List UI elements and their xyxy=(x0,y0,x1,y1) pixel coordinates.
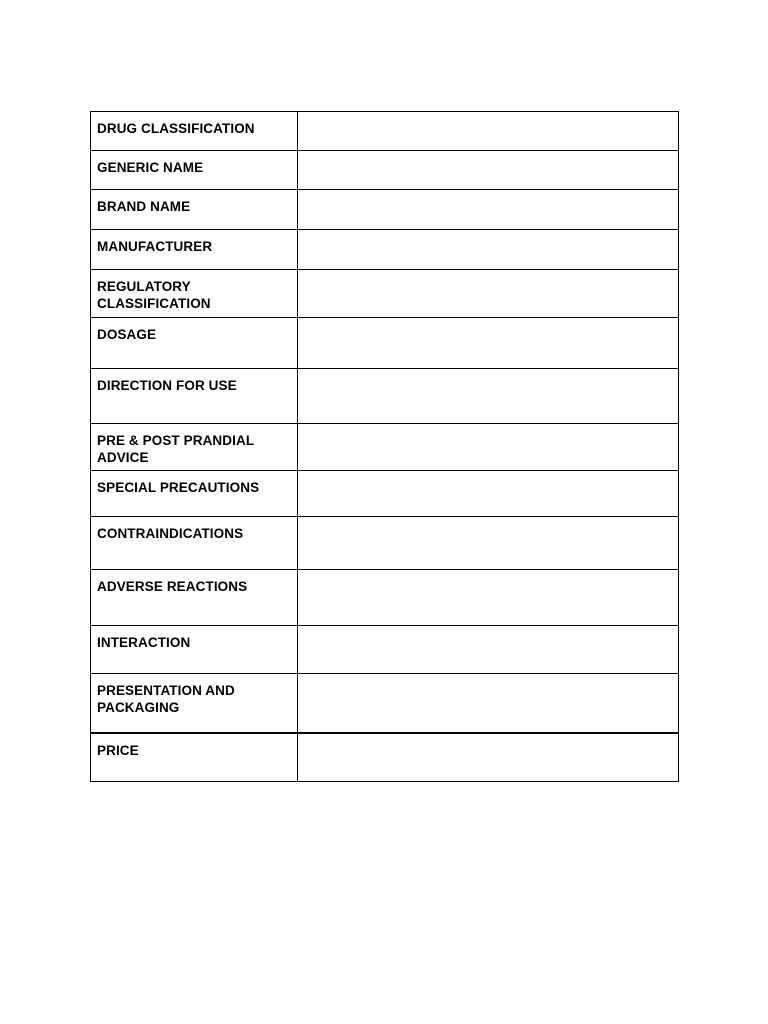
table-row-contraindications xyxy=(91,517,679,570)
row-value-field[interactable] xyxy=(298,626,679,674)
row-value-field[interactable] xyxy=(298,151,679,190)
row-value-field[interactable] xyxy=(298,570,679,626)
row-value-field[interactable] xyxy=(298,112,679,151)
row-label: GENERIC NAME xyxy=(91,151,298,190)
row-value-field[interactable] xyxy=(298,471,679,517)
row-value-field[interactable] xyxy=(298,230,679,270)
table-row-pre-post-prandial-advice xyxy=(91,424,679,471)
table-row-special-precautions xyxy=(91,471,679,517)
row-label: PRESENTATION AND PACKAGING xyxy=(91,674,298,733)
table-row-regulatory-classification xyxy=(91,270,679,318)
row-label: SPECIAL PRECAUTIONS xyxy=(91,471,298,517)
row-label: MANUFACTURER xyxy=(91,230,298,270)
row-label: DIRECTION FOR USE xyxy=(91,369,298,424)
table-row-direction-for-use xyxy=(91,369,679,424)
row-value-field[interactable] xyxy=(298,190,679,230)
table-row-manufacturer xyxy=(91,230,679,270)
table-row-adverse-reactions xyxy=(91,570,679,626)
row-value-field[interactable] xyxy=(298,517,679,570)
row-label: ADVERSE REACTIONS xyxy=(91,570,298,626)
row-value-field[interactable] xyxy=(298,733,679,782)
row-label: INTERACTION xyxy=(91,626,298,674)
row-label: BRAND NAME xyxy=(91,190,298,230)
table-row-interaction xyxy=(91,626,679,674)
drug-information-table xyxy=(90,111,679,782)
table-row-dosage xyxy=(91,318,679,369)
row-label: PRICE xyxy=(91,733,298,782)
row-label: DOSAGE xyxy=(91,318,298,369)
table-row-brand-name xyxy=(91,190,679,230)
row-label: DRUG CLASSIFICATION xyxy=(91,112,298,151)
row-label: PRE & POST PRANDIAL ADVICE xyxy=(91,424,298,471)
row-label: CONTRAINDICATIONS xyxy=(91,517,298,570)
table-row-drug-classification xyxy=(91,112,679,151)
row-value-field[interactable] xyxy=(298,318,679,369)
table-row-presentation-and-packaging xyxy=(91,674,679,733)
row-label: REGULATORY CLASSIFICATION xyxy=(91,270,298,318)
table-row-price xyxy=(91,733,679,782)
row-value-field[interactable] xyxy=(298,270,679,318)
table-row-generic-name xyxy=(91,151,679,190)
row-value-field[interactable] xyxy=(298,369,679,424)
row-value-field[interactable] xyxy=(298,674,679,733)
row-value-field[interactable] xyxy=(298,424,679,471)
